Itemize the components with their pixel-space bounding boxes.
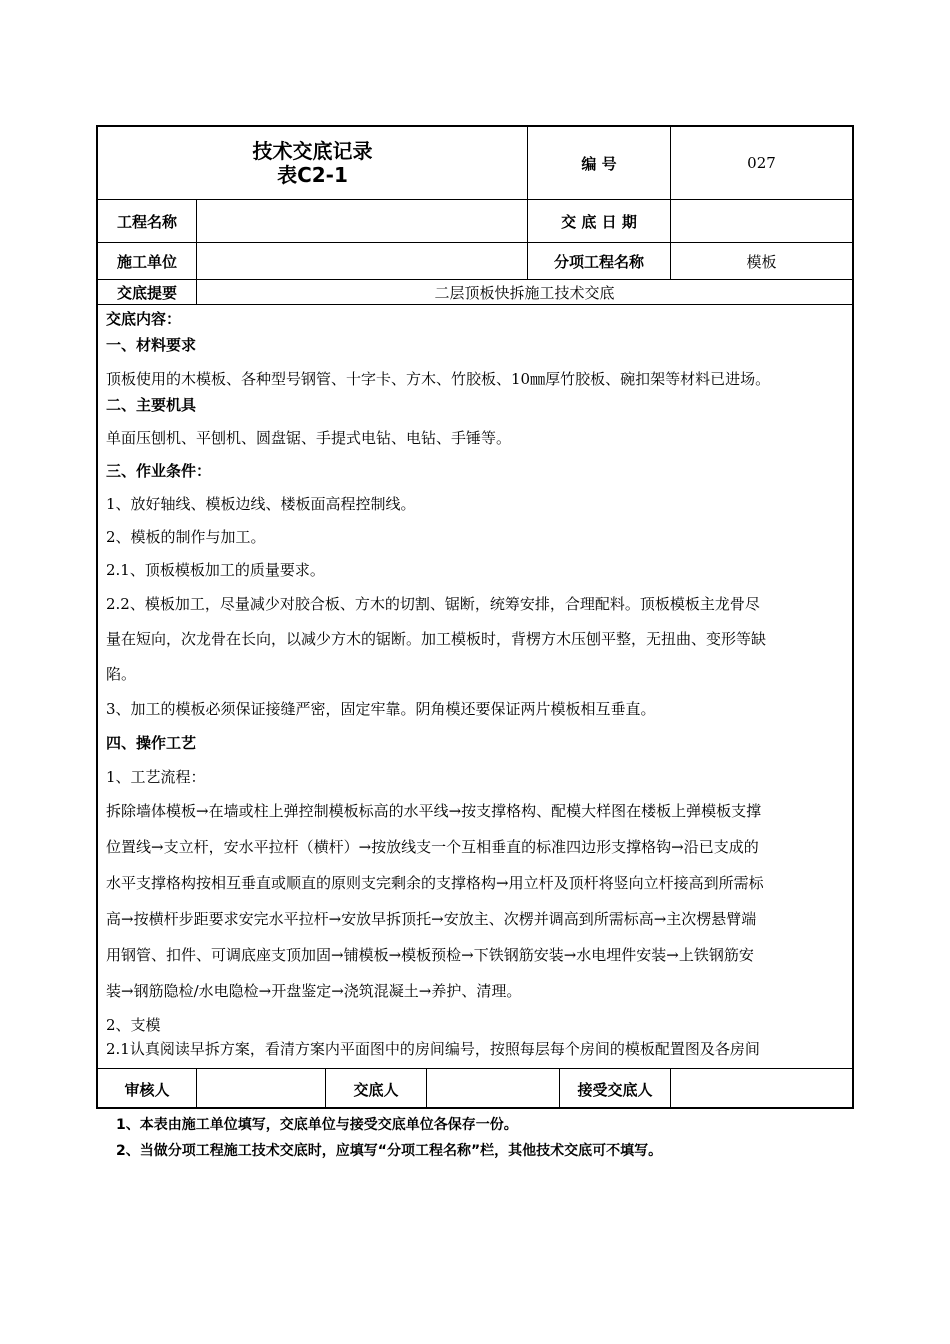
technical-disclosure-form: [96, 125, 854, 1109]
paragraph: 2.1、顶板模板加工的质量要求。: [106, 561, 325, 579]
form-title-line2: 表C2-1: [277, 163, 348, 187]
receiver-field[interactable]: [671, 1069, 852, 1109]
number-label: 编 号: [581, 154, 617, 173]
receiver-label: 接受交底人: [577, 1080, 653, 1099]
reviewer-label: 审核人: [124, 1080, 170, 1099]
paragraph: 量在短向，次龙骨在长向，以减少方木的锯断。加工模板时，背楞方木压刨平整，无扭曲、变形等缺: [106, 630, 767, 648]
summary-field[interactable]: 二层顶板快拆施工技术交底: [434, 283, 615, 302]
date-label: 交 底 日 期: [561, 212, 637, 231]
paragraph: 2、模板的制作与加工。: [106, 528, 266, 546]
project-name-field[interactable]: [197, 200, 527, 242]
paragraph: 拆除墙体模板→在墙或柱上弹控制模板标高的水平线→按支撑格构、配模大样图在楼板上弹模板支撑: [106, 802, 762, 820]
contractor-label: 施工单位: [116, 252, 177, 271]
paragraph: 位置线→支立杆，安水平拉杆（横杆）→按放线支一个互相垂直的标准四边形支撑格钩→沿已支成的: [106, 838, 759, 856]
content-label: 交底内容：: [106, 310, 182, 328]
paragraph: 陷。: [106, 665, 137, 683]
paragraph: 装→钢筋隐检/水电隐检→开盘鉴定→浇筑混凝土→养护、清理。: [106, 982, 522, 1000]
paragraph: 2.2、模板加工，尽量减少对胶合板、方木的切割、锯断，统筹安排，合理配料。顶板模板主龙骨尽: [106, 595, 760, 613]
paragraph: 3、加工的模板必须保证接缝严密，固定牢靠。阴角模还要保证两片模板相互垂直。: [106, 700, 656, 718]
sub-project-field[interactable]: 模板: [746, 252, 777, 271]
paragraph: 单面压刨机、平刨机、圆盘锯、手提式电钻、电钻、手锤等。: [106, 429, 512, 447]
section-title: 一、材料要求: [106, 336, 197, 354]
discloser-label: 交底人: [353, 1080, 399, 1099]
paragraph: 2、支模: [106, 1016, 161, 1034]
paragraph: 1、工艺流程：: [106, 768, 206, 786]
section-title: 三、作业条件：: [106, 462, 212, 480]
footnote: 2、当做分项工程施工技术交底时，应填写“分项工程名称”栏，其他技术交底可不填写。: [116, 1143, 663, 1159]
summary-label: 交底提要: [116, 283, 177, 302]
paragraph: 高→按横杆步距要求安完水平拉杆→安放早拆顶托→安放主、次楞并调高到所需标高→主次楞悬臂端: [106, 910, 757, 928]
paragraph: 2.1认真阅读早拆方案，看清方案内平面图中的房间编号，按照每层每个房间的模板配置图及各房间: [106, 1040, 760, 1058]
sub-project-label: 分项工程名称: [553, 252, 644, 271]
discloser-field[interactable]: [427, 1069, 559, 1109]
paragraph: 用钢管、扣件、可调底座支顶加固→铺模板→模板预检→下铁钢筋安装→水电埋件安装→上铁钢筋安: [106, 946, 754, 964]
paragraph: 1、放好轴线、模板边线、楼板面高程控制线。: [106, 495, 416, 513]
paragraph: 顶板使用的木模板、各种型号钢管、十字卡、方木、竹胶板、10㎜厚竹胶板、碗扣架等材料已进场。: [106, 370, 771, 388]
row-divider: [98, 304, 852, 305]
section-title: 四、操作工艺: [106, 734, 197, 752]
project-name-label: 工程名称: [116, 212, 177, 231]
disclosure-content: [106, 308, 848, 1068]
contractor-field[interactable]: [197, 243, 527, 279]
footnote: 1、本表由施工单位填写，交底单位与接受交底单位各保存一份。: [116, 1117, 518, 1133]
section-title: 二、主要机具: [106, 396, 197, 414]
paragraph: 水平支撑格构按相互垂直或顺直的原则支完剩余的支撑格构→用立杆及顶杆将竖向立杆接高到所需标: [106, 874, 764, 892]
form-title: [98, 127, 527, 199]
form-title-line1: 技术交底记录: [252, 139, 373, 163]
date-field[interactable]: [671, 200, 852, 242]
number-value[interactable]: 027: [747, 154, 776, 172]
reviewer-field[interactable]: [197, 1069, 325, 1109]
